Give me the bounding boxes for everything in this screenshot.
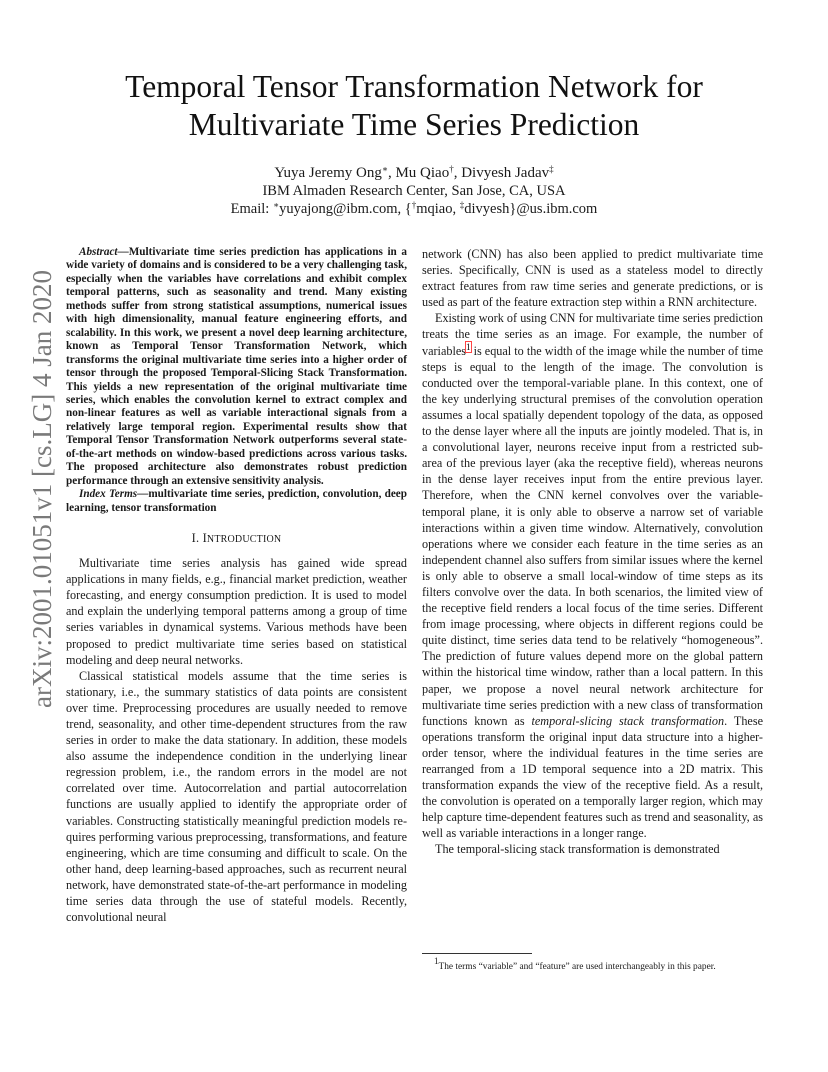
emphasized-term: temporal-slicing stack transformation xyxy=(531,713,725,728)
email-mark: † xyxy=(411,200,417,210)
section-heading xyxy=(66,531,407,547)
index-terms xyxy=(66,488,407,515)
right-column xyxy=(422,246,763,858)
author-qiao: , Mu Qiao xyxy=(387,165,450,181)
author-ong: Yuya Jeremy Ong xyxy=(274,165,382,181)
footnote-link[interactable]: 1 xyxy=(466,341,471,352)
paragraph: network (CNN) has also been applied to predict multivariate time series. Specifically, CNN is used as a stateless model to directly extract features from raw time series and generate predictions, or is used as part of the feature extraction step within a RNN architecture. xyxy=(422,247,763,310)
arxiv-identifier: arXiv:2001.01051v1 [cs.LG] 4 Jan 2020 xyxy=(27,270,57,708)
index-terms-label: Index Terms xyxy=(79,488,138,501)
author-mark: ‡ xyxy=(549,164,554,174)
index-terms-text: —multivariate time series, prediction, convolution, deep learning, tensor transformation xyxy=(66,488,407,514)
paragraph: Multivariate time series analysis has gained wide spread applications in many fields, e.g., financial market prediction, weather forecasting, and energy consumption prediction. It is used to model and explain the underlying temporal patterns among a group of time series variables in dynamical systems. Various methods have been proposed to predict multivariate time series based on statistical modeling and deep neural networks. xyxy=(66,556,407,667)
section-number: I. I xyxy=(191,531,207,546)
author-block xyxy=(60,165,768,219)
email-label: Email: xyxy=(230,201,273,217)
email-mark: ‡ xyxy=(459,200,465,210)
section-name: NTRODUCTION xyxy=(206,534,282,546)
footnote-mark: 1 xyxy=(434,956,439,966)
email-mark: ∗ xyxy=(272,200,280,210)
title-line-1: Temporal Tensor Transformation Network for xyxy=(125,69,703,104)
footnote xyxy=(422,956,763,973)
paragraph-text: . These operations transform the original input data structure into a higher-order tensor, where the individual features in the time series are rearranged from a 1D temporal sequence into a 2D matrix. This transformation expands the view of the receptive field. As a result, the convolution is operated on a temporally larger region, which may help capture time-dependent features such as trend and seasonality, as well as variable interactions in a longer range. xyxy=(422,713,763,841)
email-text: yuyajong@ibm.com, { xyxy=(279,201,412,217)
email-text: divyesh}@us.ibm.com xyxy=(464,201,598,217)
abstract-label: Abstract xyxy=(79,246,118,258)
paragraph-text: Existing work of using CNN for multivariate time series prediction treats the time series as an image. For example, the number of variables xyxy=(422,311,763,358)
paragraph: The temporal-slicing stack transformation is demonstrated xyxy=(435,842,720,857)
affiliation: IBM Almaden Research Center, San Jose, CA, USA xyxy=(262,183,566,199)
author-jadav: , Divyesh Jadav xyxy=(453,165,550,181)
left-column xyxy=(66,246,407,925)
paper-title xyxy=(60,68,768,144)
footnote-text: The terms “variable” and “feature” are used interchangeably in this paper. xyxy=(438,962,716,972)
author-mark: ∗ xyxy=(381,164,388,174)
abstract-text: —Multivariate time series prediction has applications in a wide variety of domains and is considered to be a very challenging task, especially when the variables have correlations and exhibit complex temporal patterns, such as seasonality and trend. Many existing methods suffer from strong statistical assumptions, numerical issues with high dimensionality, manual feature engineering efforts, and scalability. In this work, we present a novel deep learning architecture, known as Temporal Tensor Transformation Network, which transforms the original multivariate time series into a higher order of tensor through the proposed Temporal-Slicing Stack Transformation. This yields a new representation of the original multivariate time series, which enables the convolution kernel to extract complex and non-linear features as well as variable interactional signals from a relatively large temporal region. Experimental results show that Temporal Tensor Transformation Network outperforms several state-of-the-art methods on window-based predictions across various tasks. The proposed architecture also demonstrates robust prediction performance through an extensive sensitivity analysis. xyxy=(66,246,407,487)
author-emails xyxy=(60,201,768,219)
paragraph xyxy=(422,310,763,841)
email-text: mqiao, xyxy=(416,201,460,217)
author-names xyxy=(60,165,768,183)
footnote-divider xyxy=(422,953,532,954)
paragraph: Classical statistical models assume that the time series is stationary, i.e., the summary statistics of data points are consistent over time. Preprocessing procedures are usually needed to remove trend, seasonality, and other time-dependent structures from the raw series in order to make the data stationary. In addition, these models also assume the independence condition in the underlying linear regression problem, i.e., the random errors in the model are not correlated over time. Autocorrelation and partial autocorrelation functions are usually applied to identify the appropriate order of variables. Constructing statistically meaningful prediction models requires performing various preprocessing, transformations, and feature engineering, which are time consuming and difficult to scale. On the other hand, deep learning-based approaches, such as recurrent neural network, have demonstrated state-of-the-art performance in modeling time series data through the use of stateful models. Recently, convolutional neural xyxy=(66,668,407,925)
author-mark: † xyxy=(449,164,454,174)
abstract xyxy=(66,246,407,488)
title-line-2: Multivariate Time Series Prediction xyxy=(188,107,640,142)
paragraph-text: is equal to the width of the image while the number of time steps is equal to the length of the image. The convolution is conducted over the temporal-variable plane. In this context, one of the key underlying structural premises of the convolution operation assumes a local spatially dependent topology of the data, as opposed to the dense layer where all the inputs are jointly modeled. That is, in a convolutional layer, neurons receive input from a restricted sub-area of the previous layer (aka the receptive field), whereas neurons in the dense layer receives input from the entire previous layer. Therefore, when the CNN kernel convolves over the variable-temporal plane, it is only able to observe a narrow set of variable interactions within a given time window. Alternatively, convolution operations where we consider each feature in the time series as an independent channel also suffers from similar issues where the kernel is only able to observe a small local-window of time steps as its filters convolve over the data. In both scenarios, the limited view of the receptive field renders a local focus of the time series. Different from image processing, where objects in different regions could be quite distinct, time series data tend to be relatively “homogeneous”. The prediction of future values depend more on the global pattern within the historical time window, rather than a local pattern. In this paper, we propose a novel neural network architecture for multivariate time series prediction with a new class of transformation functions known as xyxy=(422,343,763,728)
